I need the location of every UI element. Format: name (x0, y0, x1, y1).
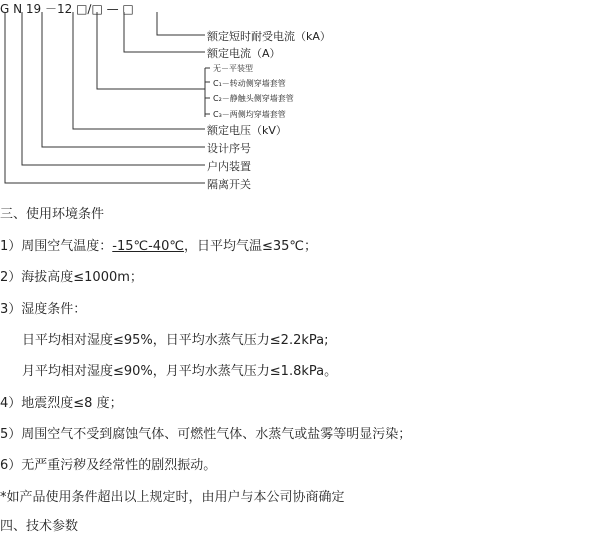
model-designation-diagram (0, 0, 604, 200)
label-rated-current: 额定电流（A） (207, 47, 281, 60)
section-heading-environment: 三、使用环境条件 (0, 207, 105, 222)
model-code: G N 19 －12 □∕□ — □ (0, 2, 134, 16)
temperature-range: -15℃-40℃ (112, 239, 184, 254)
temperature-suffix: ，日平均气温≤35℃； (183, 239, 317, 254)
label-design-number: 设计序号 (207, 142, 251, 155)
label-isolator: 隔离开关 (207, 178, 251, 191)
condition-humidity-monthly: 月平均相对湿度≤90%，月平均水蒸气压力≤1.8kPa。 (22, 364, 338, 379)
condition-temperature (0, 235, 317, 254)
label-short-time-current: 额定短时耐受电流（kA） (207, 30, 331, 43)
condition-vibration: 6）无严重污秽及经常性的剧烈振动。 (0, 458, 217, 473)
condition-pollution: 5）周围空气不受到腐蚀气体、可燃性气体、水蒸气或盐雾等明显污染； (0, 427, 412, 442)
label-sub-item: 无－平装型 (213, 64, 253, 73)
condition-altitude: 2）海拔高度≤1000m； (0, 270, 143, 285)
label-rated-voltage: 额定电压（kV） (207, 124, 287, 137)
condition-humidity: 3）湿度条件： (0, 302, 87, 317)
label-sub-item: C₂－静触头侧穿墙套管 (213, 94, 294, 103)
section-heading-technical: 四、技术参数 (0, 519, 79, 534)
usage-note: *如产品使用条件超出以上规定时，由用户与本公司协商确定 (0, 490, 345, 505)
label-sub-item: C₁－转动侧穿墙套管 (213, 79, 286, 88)
label-sub-item: C₃－两侧均穿墙套管 (213, 110, 286, 119)
label-indoor: 户内装置 (207, 160, 251, 173)
condition-seismic: 4）地震烈度≤8 度； (0, 396, 123, 411)
condition-humidity-daily: 日平均相对湿度≤95%，日平均水蒸气压力≤2.2kPa; (22, 333, 329, 348)
temperature-prefix: 1）周围空气温度： (0, 239, 113, 254)
